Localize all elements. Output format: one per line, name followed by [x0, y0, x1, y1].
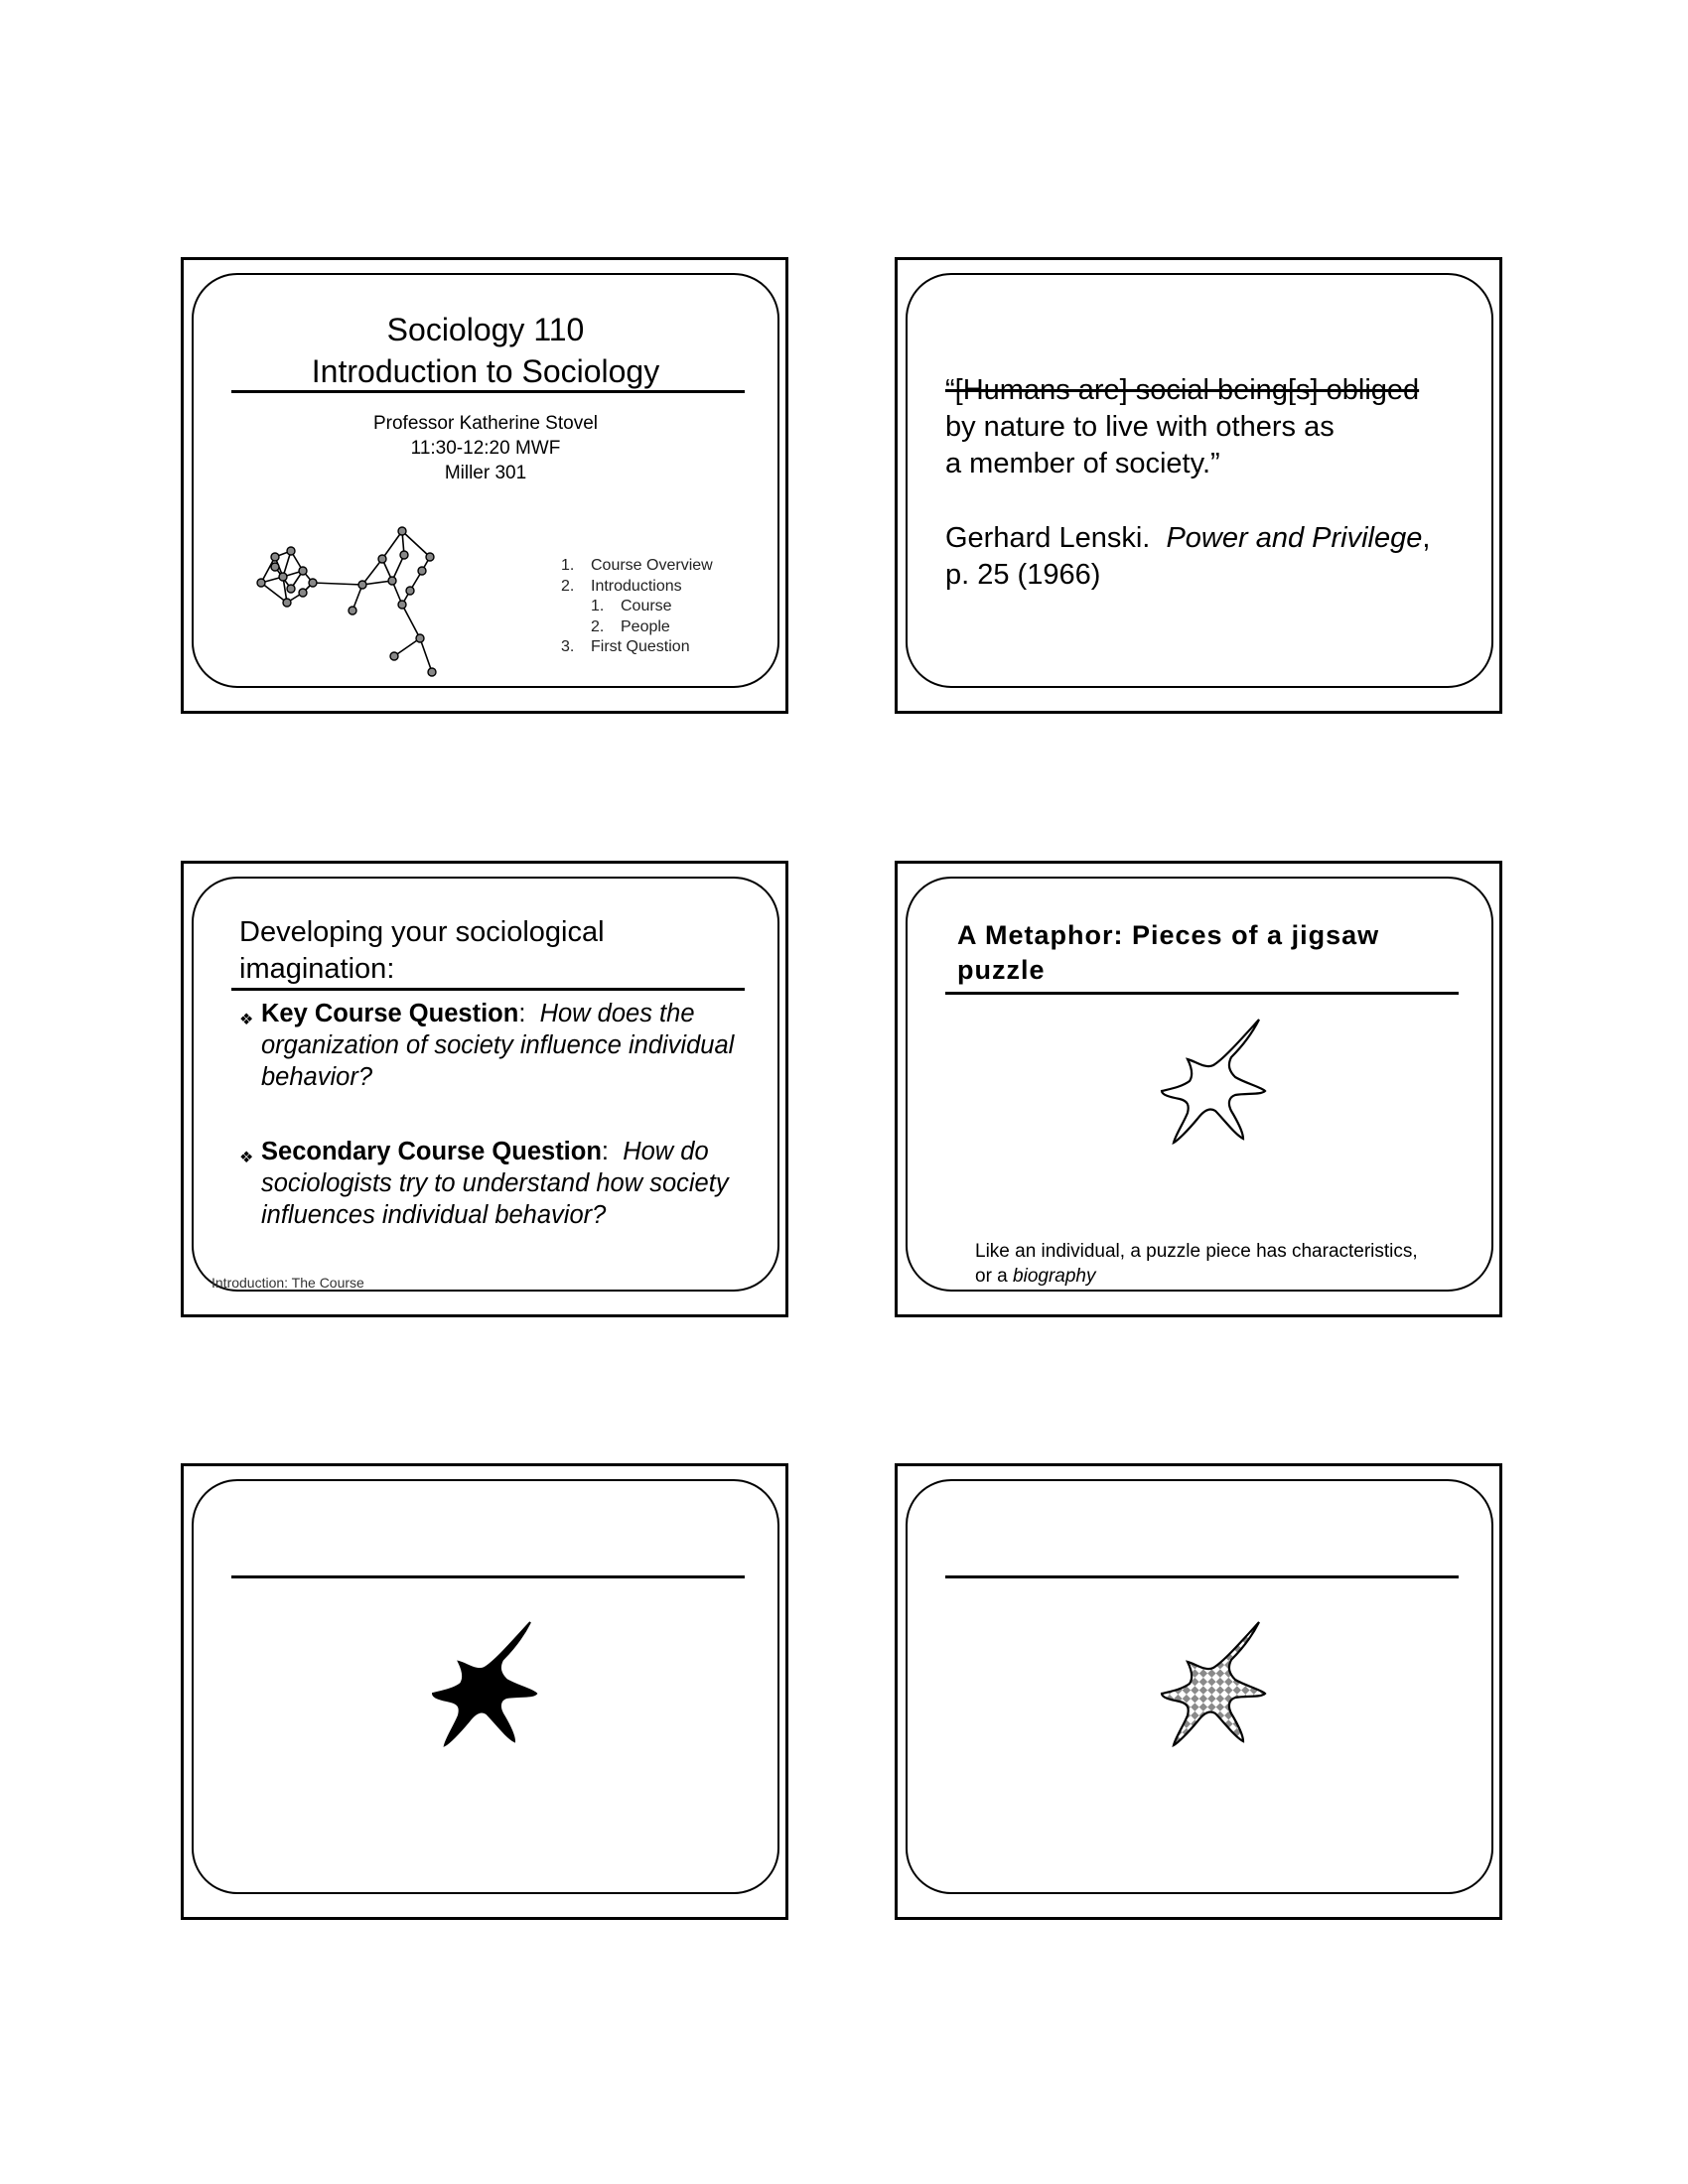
slide-3-frame	[192, 877, 779, 1292]
slide-2	[895, 257, 1502, 714]
heading-rule	[231, 988, 745, 991]
slide-footer: Introduction: The Course	[211, 1275, 364, 1291]
puzzle-piece-solid-icon	[407, 1610, 556, 1759]
outline-item: 1. Course Overview	[561, 557, 713, 574]
slide-3-heading: Developing your sociological imagination:	[239, 916, 605, 985]
slide-4	[895, 861, 1502, 1317]
quote-citation: Gerhard Lenski. Power and Privilege, p. 25 (1966)	[945, 520, 1481, 594]
slide-1	[181, 257, 788, 714]
quote-line: a member of society.”	[945, 448, 1220, 479]
puzzle-piece-patterned-icon	[1136, 1610, 1285, 1759]
diamond-bullet-icon: ❖	[239, 1012, 254, 1028]
slide-4-heading: A Metaphor: Pieces of a jigsaw puzzle	[957, 920, 1380, 985]
puzzle-piece-outline-icon	[1136, 1008, 1285, 1157]
citation-book-title: Power and Privilege	[1166, 522, 1423, 554]
slide-4-frame	[906, 877, 1493, 1292]
citation-author: Gerhard Lenski.	[945, 522, 1151, 554]
citation-page: p. 25 (1966)	[945, 559, 1101, 591]
slide-5-frame	[192, 1479, 779, 1894]
heading-rule	[945, 992, 1459, 995]
caption-biography: biography	[1013, 1266, 1096, 1287]
slide-1-title	[194, 309, 777, 392]
key-question-bullet: ❖ Key Course Question: How does the organization of society influence individual behavior?	[239, 1000, 735, 1091]
heading-rule	[945, 1575, 1459, 1578]
heading-rule	[231, 1575, 745, 1578]
outline-subitem: 2. People	[591, 617, 670, 635]
lecture-outline	[561, 556, 713, 658]
slide-4-caption: Like an individual, a puzzle piece has characteristics, or a biography	[975, 1241, 1418, 1287]
slide-6-frame	[906, 1479, 1493, 1894]
lenski-quote	[945, 372, 1481, 482]
slide-5	[181, 1463, 788, 1920]
network-graph-illustration	[253, 511, 511, 710]
course-info	[194, 411, 777, 485]
slide-1-frame	[192, 273, 779, 688]
secondary-question-bullet: ❖ Secondary Course Question: How do sociologists try to understand how society influences individual behavior?	[239, 1138, 729, 1229]
slide-3	[181, 861, 788, 1317]
class-room: Miller 301	[444, 463, 527, 483]
title-rule	[231, 390, 745, 393]
quote-line-struck: “[Humans are] social being[s] obliged	[945, 374, 1420, 406]
slide-2-frame	[906, 273, 1493, 688]
professor-name: Professor Katherine Stovel	[372, 413, 598, 434]
course-number: Sociology 110	[386, 312, 585, 347]
diamond-bullet-icon: ❖	[239, 1150, 254, 1166]
slide-6	[895, 1463, 1502, 1920]
course-name: Introduction to Sociology	[311, 353, 660, 389]
outline-item: 3. First Question	[561, 638, 690, 655]
outline-subitem: 1. Course	[591, 598, 672, 614]
class-time: 11:30-12:20 MWF	[410, 438, 561, 459]
quote-line: by nature to live with others as	[945, 411, 1335, 443]
outline-item: 2. Introductions	[561, 577, 682, 595]
